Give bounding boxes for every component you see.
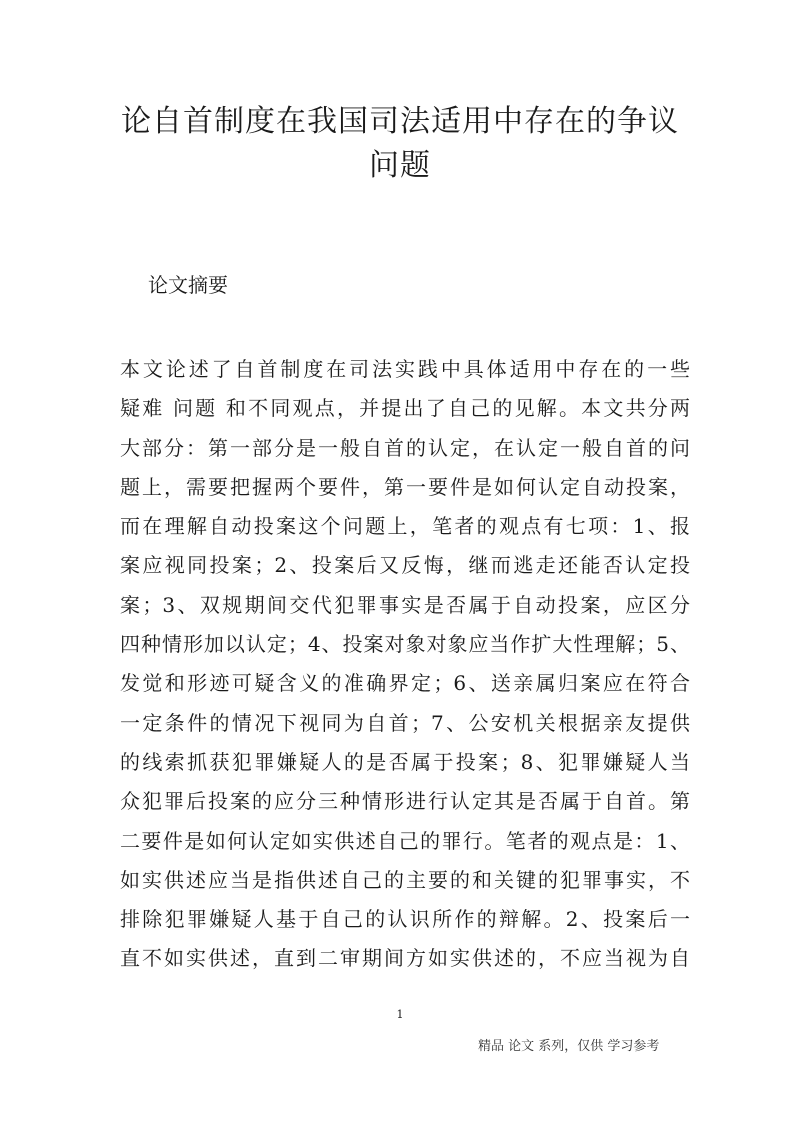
- body-line: 而在理解自动投案这个问题上，笔者的观点有七项：1、报: [120, 514, 690, 539]
- document-title: [100, 100, 700, 188]
- body-line: 直不如实供述，直到二审期间方如实供述的，不应当视为自: [120, 946, 690, 971]
- body-line: 题上，需要把握两个要件，第一要件是如何认定自动投案，: [120, 474, 690, 499]
- title-line: 问题: [369, 148, 431, 183]
- body-line: 如实供述应当是指供述自己的主要的和关键的犯罪事实，不: [120, 867, 690, 892]
- body-line: 一定条件的情况下视同为自首；7、公安机关根据亲友提供: [120, 710, 690, 735]
- body-line: 疑难 问题 和不同观点，并提出了自己的见解。本文共分两: [120, 396, 690, 421]
- section-heading: 论文摘要: [148, 273, 228, 297]
- body-line: 众犯罪后投案的应分三种情形进行认定其是否属于自首。第: [120, 789, 690, 814]
- page-number: 1: [396, 1008, 404, 1021]
- body-line: 案；3、双规期间交代犯罪事实是否属于自动投案，应区分: [120, 592, 690, 617]
- body-line: 排除犯罪嫌疑人基于自己的认识所作的辩解。2、投案后一: [120, 907, 690, 932]
- body-text: [120, 350, 690, 979]
- body-line: 案应视同投案；2、投案后又反悔，继而逃走还能否认定投: [120, 553, 690, 578]
- body-line: 的线索抓获犯罪嫌疑人的是否属于投案；8、犯罪嫌疑人当: [120, 749, 690, 774]
- body-line: 发觉和形迹可疑含义的准确界定；6、送亲属归案应在符合: [120, 671, 690, 696]
- body-line: 大部分：第一部分是一般自首的认定，在认定一般自首的问: [120, 435, 690, 460]
- body-line: 四种情形加以认定；4、投案对象对象应当作扩大性理解；5、: [120, 632, 690, 657]
- title-line: 论自首制度在我国司法适用中存在的争议: [121, 104, 679, 139]
- body-line: 二要件是如何认定如实供述自己的罪行。笔者的观点是：1、: [120, 828, 690, 853]
- body-line: 本文论述了自首制度在司法实践中具体适用中存在的一些: [120, 357, 690, 381]
- footer-note: 精品 论文 系列，仅供 学习参考: [478, 1039, 660, 1054]
